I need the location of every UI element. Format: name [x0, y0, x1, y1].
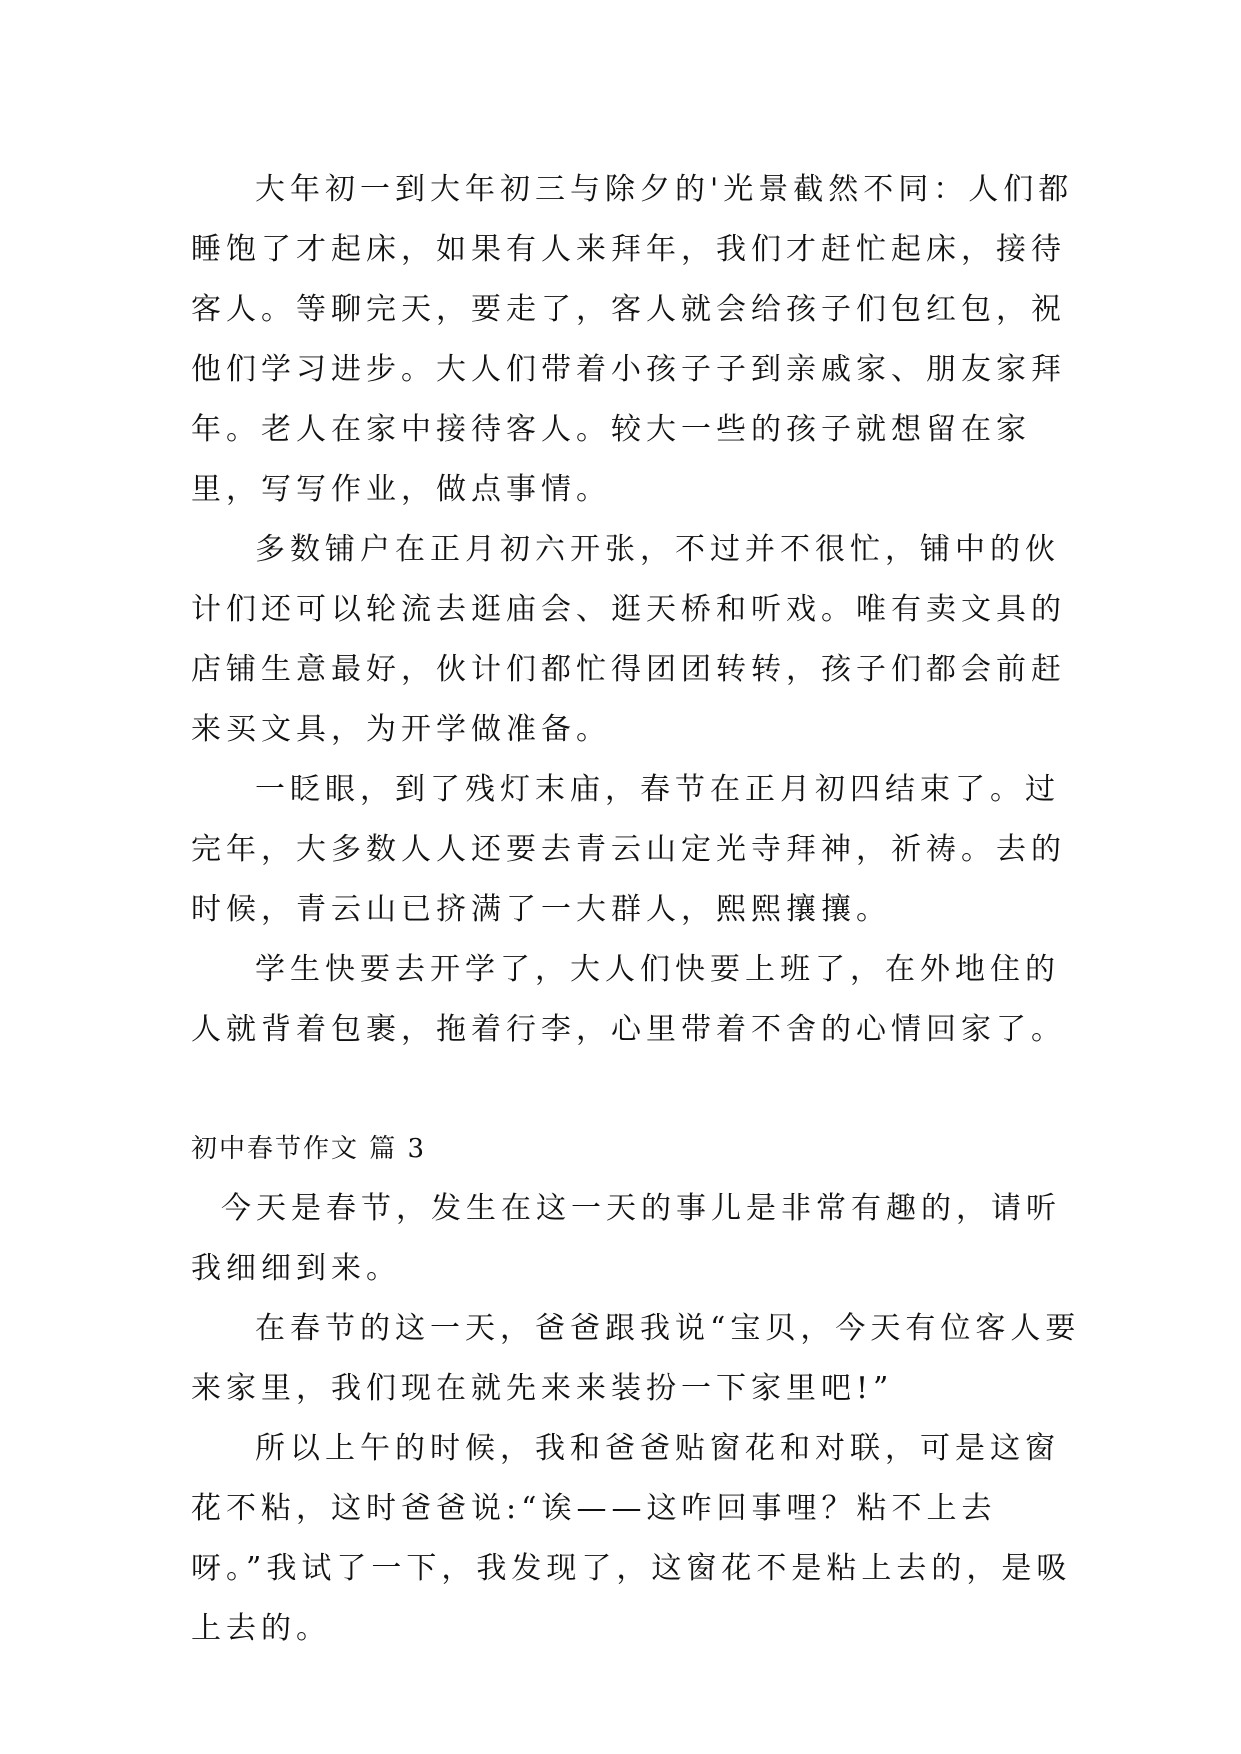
paragraph-return-home: 学生快要去开学了，大人们快要上班了，在外地住的人就背着包裹，拖着行李，心里带着不舍的心情回家了。	[191, 952, 1066, 1047]
paragraph-intro: 今天是春节，发生在这一天的事儿是非常有趣的，请听我细细到来。	[191, 1191, 1061, 1286]
paragraph-shops-open: 多数铺户在正月初六开张，不过并不很忙，铺中的伙计们还可以轮流去逛庙会、逛天桥和听戏。唯有卖文具的店铺生意最好，伙计们都忙得团团转转，孩子们都会前赶来买文具，为开学做准备。	[191, 532, 1066, 747]
paragraph-window-decor: 所以上午的时候，我和爸爸贴窗花和对联，可是这窗花不粘，这时爸爸说:“诶——这咋回事哩？粘不上去呀。”我试了一下，我发现了，这窗花不是粘上去的，是吸上去的。	[191, 1431, 1072, 1646]
document-body	[191, 160, 1091, 1659]
section-heading: 初中春节作文 篇 3	[191, 1134, 427, 1164]
paragraph-dad-speaks: 在春节的这一天，爸爸跟我说“宝贝，今天有位客人要来家里，我们现在就先来来装扮一下家里吧!”	[191, 1311, 1081, 1406]
paragraph-new-year-days: 大年初一到大年初三与除夕的'光景截然不同：人们都睡饱了才起床，如果有人来拜年，我们才赶忙起床，接待客人。等聊完天，要走了，客人就会给孩子们包红包，祝他们学习进步。大人们带着小孩子子到亲戚家、朋友家拜年。老人在家中接待客人。较大一些的孩子就想留在家里，写写作业，做点事情。	[191, 172, 1074, 507]
paragraph-festival-end: 一眨眼，到了残灯末庙，春节在正月初四结束了。过完年，大多数人人还要去青云山定光寺拜神，祈祷。去的时候，青云山已挤满了一大群人，熙熙攘攘。	[191, 772, 1066, 927]
section-spacer	[191, 1060, 1091, 1119]
